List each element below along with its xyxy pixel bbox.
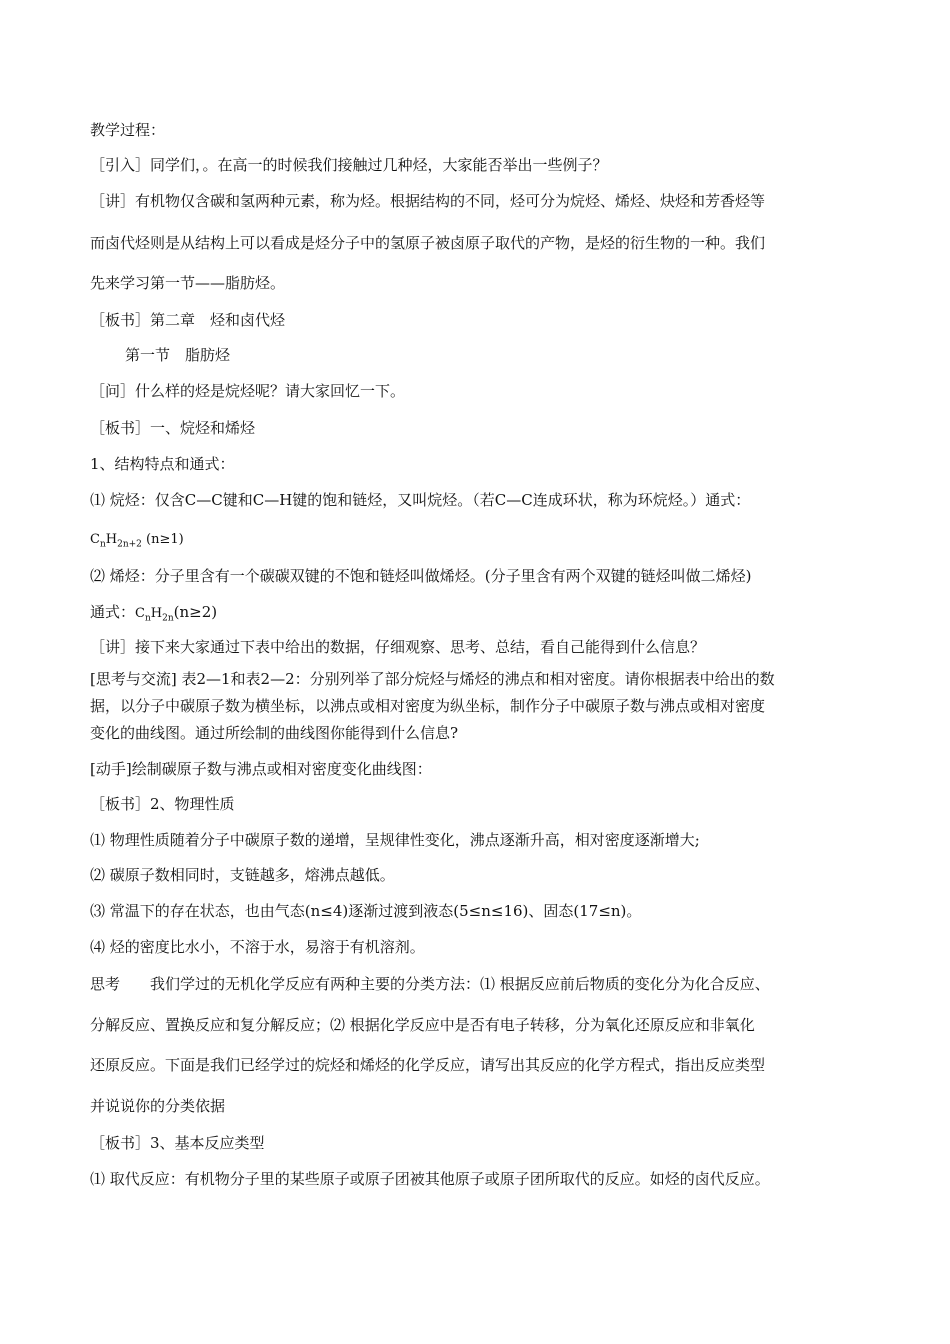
alkane-formula: $C_nH_{2n+2}$ (n≥1) [90, 532, 184, 550]
paragraph-line: ［引入］同学们，。在高一的时候我们接触过几种烃，大家能否举出一些例子？ [90, 156, 608, 174]
paragraph-line: [思考与交流] 表2—1和表2—2：分别列举了部分烷烃与烯烃的沸点和相对密度。请你根据表中给出的数 [90, 670, 775, 688]
paragraph-line: ［问］什么样的烃是烷烃呢？请大家回忆一下。 [90, 382, 406, 400]
paragraph-line: ⑴ 物理性质随着分子中碳原子数的递增，呈规律性变化，沸点逐渐升高，相对密度逐渐增大; [90, 831, 700, 849]
paragraph-line: 还原反应。下面是我们已经学过的烷烃和烯烃的化学反应，请写出其反应的化学方程式，指出反应类型 [90, 1056, 766, 1074]
paragraph-line: ⑶ 常温下的存在状态，也由气态(n≤4)逐渐过渡到液态(5≤n≤16)、固态(17≤n)。 [90, 902, 642, 920]
section-title: 第一节 脂肪烃 [125, 346, 231, 364]
paragraph-line: [动手]绘制碳原子数与沸点或相对密度变化曲线图： [90, 760, 432, 778]
paragraph-line: 分解反应、置换反应和复分解反应；⑵ 根据化学反应中是否有电子转移，分为氧化还原反应和非氧化 [90, 1016, 755, 1034]
paragraph-line: ⑵ 碳原子数相同时，支链越多，熔沸点越低。 [90, 866, 395, 884]
blackboard-line: ［板书］第二章 烃和卤代烃 [90, 311, 286, 329]
paragraph-line: ⑴ 取代反应：有机物分子里的某些原子或原子团被其他原子或原子团所取代的反应。如烃的卤代反应。 [90, 1170, 770, 1188]
paragraph-line: 变化的曲线图。通过所绘制的曲线图你能得到什么信息? [90, 724, 459, 742]
paragraph-line: ⑷ 烃的密度比水小，不溶于水，易溶于有机溶剂。 [90, 938, 425, 956]
paragraph-line: 而卤代烃则是从结构上可以看成是烃分子中的氢原子被卤原子取代的产物，是烃的衍生物的一种。我们 [90, 234, 766, 252]
alkene-formula: 通式：$C_nH_{2n}(n\ge 2)$ [90, 603, 218, 624]
blackboard-line: ［板书］2、物理性质 [90, 795, 235, 813]
paragraph-line: 据，以分子中碳原子数为横坐标，以沸点或相对密度为纵坐标，制作分子中碳原子数与沸点或相对密度 [90, 697, 766, 715]
paragraph-line: 并说说你的分类依据 [90, 1097, 226, 1115]
paragraph-line: ［讲］有机物仅含碳和氢两种元素，称为烃。根据结构的不同，烃可分为烷烃、烯烃、炔烃和芳香烃等 [90, 192, 766, 210]
paragraph-line: 1、结构特点和通式： [90, 455, 235, 473]
paragraph-line: ⑴ 烷烃：仅含C—C键和C—H键的饱和链烃，又叫烷烃。（若C—C连成环状，称为环烷烃。）通式： [90, 491, 751, 509]
paragraph-line: ［讲］接下来大家通过下表中给出的数据，仔细观察、思考、总结，看自己能得到什么信息？ [90, 638, 706, 656]
paragraph-line: ⑵ 烯烃：分子里含有一个碳碳双键的不饱和链烃叫做烯烃。(分子里含有两个双键的链烃叫做二烯烃) [90, 567, 752, 585]
paragraph-line: 思考 我们学过的无机化学反应有两种主要的分类方法：⑴ 根据反应前后物质的变化分为化合反应、 [90, 975, 770, 993]
blackboard-line: ［板书］3、基本反应类型 [90, 1134, 265, 1152]
section-heading: 教学过程： [90, 121, 166, 139]
paragraph-line: 先来学习第一节——脂肪烃。 [90, 274, 286, 292]
blackboard-line: ［板书］一、烷烃和烯烃 [90, 419, 256, 437]
